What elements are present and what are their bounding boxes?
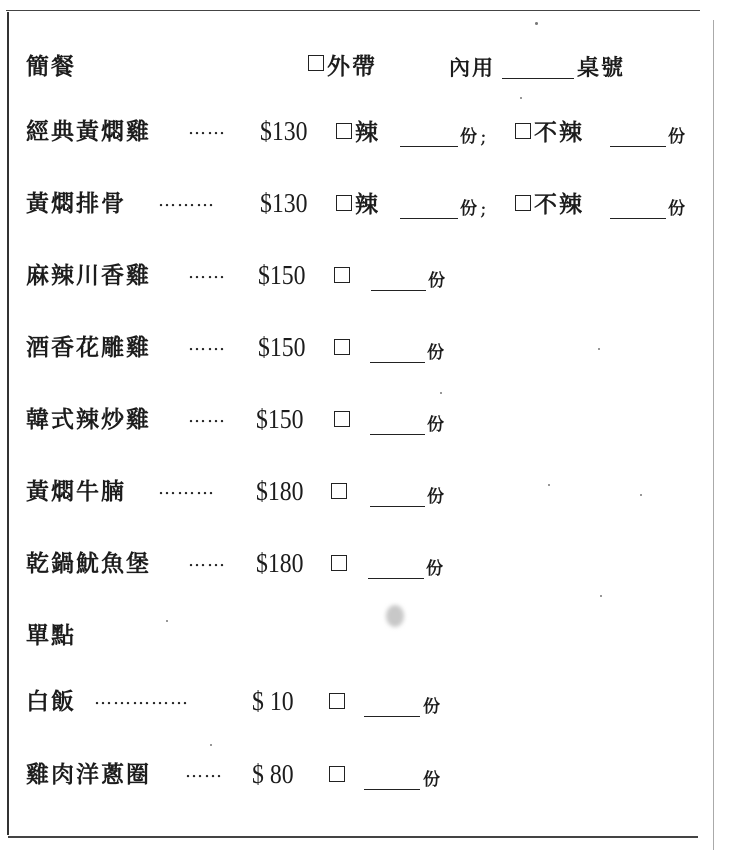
quantity-checkbox[interactable] [334, 339, 350, 355]
section-title-set-meals: 簡餐 [26, 53, 76, 80]
portion-unit: 份 [428, 271, 445, 291]
menu-item-name: 黃燜排骨 [26, 190, 126, 217]
scan-speck [548, 484, 550, 486]
quantity-checkbox[interactable] [329, 693, 345, 709]
dot-leader: …………… [94, 688, 189, 709]
not-spicy-checkbox[interactable] [515, 195, 531, 211]
spicy-quantity-field[interactable] [400, 218, 458, 219]
menu-item-name: 雞肉洋蔥圈 [26, 761, 151, 788]
scan-speck [598, 348, 600, 350]
portion-unit: 份 [427, 415, 444, 435]
menu-item-price: $180 [256, 548, 304, 578]
scan-speck [440, 392, 442, 394]
quantity-field[interactable] [368, 578, 424, 579]
takeout-checkbox[interactable] [308, 55, 324, 71]
quantity-checkbox[interactable] [329, 766, 345, 782]
menu-item-name: 乾鍋魷魚堡 [26, 550, 151, 577]
dot-leader: …… [188, 262, 226, 283]
separator: ; [480, 196, 487, 220]
dine-in-label: 內用 [449, 55, 495, 80]
dot-leader: …… [188, 118, 226, 139]
portion-unit: 份 [460, 199, 477, 219]
quantity-checkbox[interactable] [331, 555, 347, 571]
spicy-quantity-field[interactable] [400, 146, 458, 147]
dot-leader: …… [188, 334, 226, 355]
form-border-top [6, 10, 700, 11]
menu-item-price: $ 80 [252, 759, 294, 789]
spicy-label: 辣 [355, 119, 380, 146]
menu-item-name: 經典黃燜雞 [26, 118, 151, 145]
quantity-field[interactable] [370, 434, 425, 435]
menu-item-name: 麻辣川香雞 [26, 262, 151, 289]
scan-speck [520, 97, 522, 99]
not-spicy-quantity-field[interactable] [610, 146, 666, 147]
form-border-right [713, 20, 714, 850]
menu-item-price: $180 [256, 476, 304, 506]
quantity-field[interactable] [370, 362, 425, 363]
quantity-field[interactable] [364, 716, 420, 717]
dot-leader: …… [185, 761, 223, 782]
dot-leader: …… [188, 406, 226, 427]
not-spicy-label: 不辣 [534, 119, 584, 146]
not-spicy-checkbox[interactable] [515, 123, 531, 139]
portion-unit: 份 [427, 343, 444, 363]
dot-leader: …… [188, 550, 226, 571]
takeout-label: 外帶 [327, 53, 377, 80]
scan-speck [210, 744, 212, 746]
menu-item-name: 韓式辣炒雞 [26, 406, 151, 433]
scan-speck [600, 595, 602, 597]
dot-leader: ……… [158, 478, 215, 499]
table-number-field[interactable] [502, 78, 574, 79]
not-spicy-label: 不辣 [534, 191, 584, 218]
menu-item-price: $150 [258, 332, 306, 362]
portion-unit: 份 [426, 559, 443, 579]
section-title-a-la-carte: 單點 [26, 622, 76, 649]
menu-item-price: $150 [256, 404, 304, 434]
quantity-checkbox[interactable] [331, 483, 347, 499]
quantity-checkbox[interactable] [334, 411, 350, 427]
portion-unit: 份 [423, 770, 440, 790]
menu-item-price: $150 [258, 260, 306, 290]
portion-unit: 份 [427, 487, 444, 507]
menu-item-name: 白飯 [26, 688, 76, 715]
menu-item-name: 黃燜牛腩 [26, 478, 126, 505]
spicy-label: 辣 [355, 191, 380, 218]
not-spicy-quantity-field[interactable] [610, 218, 666, 219]
form-border-left [7, 12, 9, 835]
dot-leader: ……… [158, 190, 215, 211]
quantity-field[interactable] [371, 290, 426, 291]
portion-unit: 份 [668, 127, 685, 147]
spicy-checkbox[interactable] [336, 195, 352, 211]
scan-speck [535, 22, 538, 25]
table-number-label: 桌號 [577, 55, 626, 81]
menu-item-price: $130 [260, 188, 308, 218]
portion-unit: 份 [423, 697, 440, 717]
scan-speck [166, 620, 168, 622]
menu-item-price: $130 [260, 116, 308, 146]
separator: ; [480, 124, 487, 148]
menu-item-name: 酒香花雕雞 [26, 334, 151, 361]
quantity-field[interactable] [364, 789, 420, 790]
portion-unit: 份 [460, 127, 477, 147]
spicy-checkbox[interactable] [336, 123, 352, 139]
scan-smudge [386, 605, 404, 627]
portion-unit: 份 [668, 199, 685, 219]
quantity-field[interactable] [370, 506, 425, 507]
scan-speck [640, 494, 642, 496]
form-border-bottom [8, 836, 698, 838]
quantity-checkbox[interactable] [334, 267, 350, 283]
menu-item-price: $ 10 [252, 686, 294, 716]
